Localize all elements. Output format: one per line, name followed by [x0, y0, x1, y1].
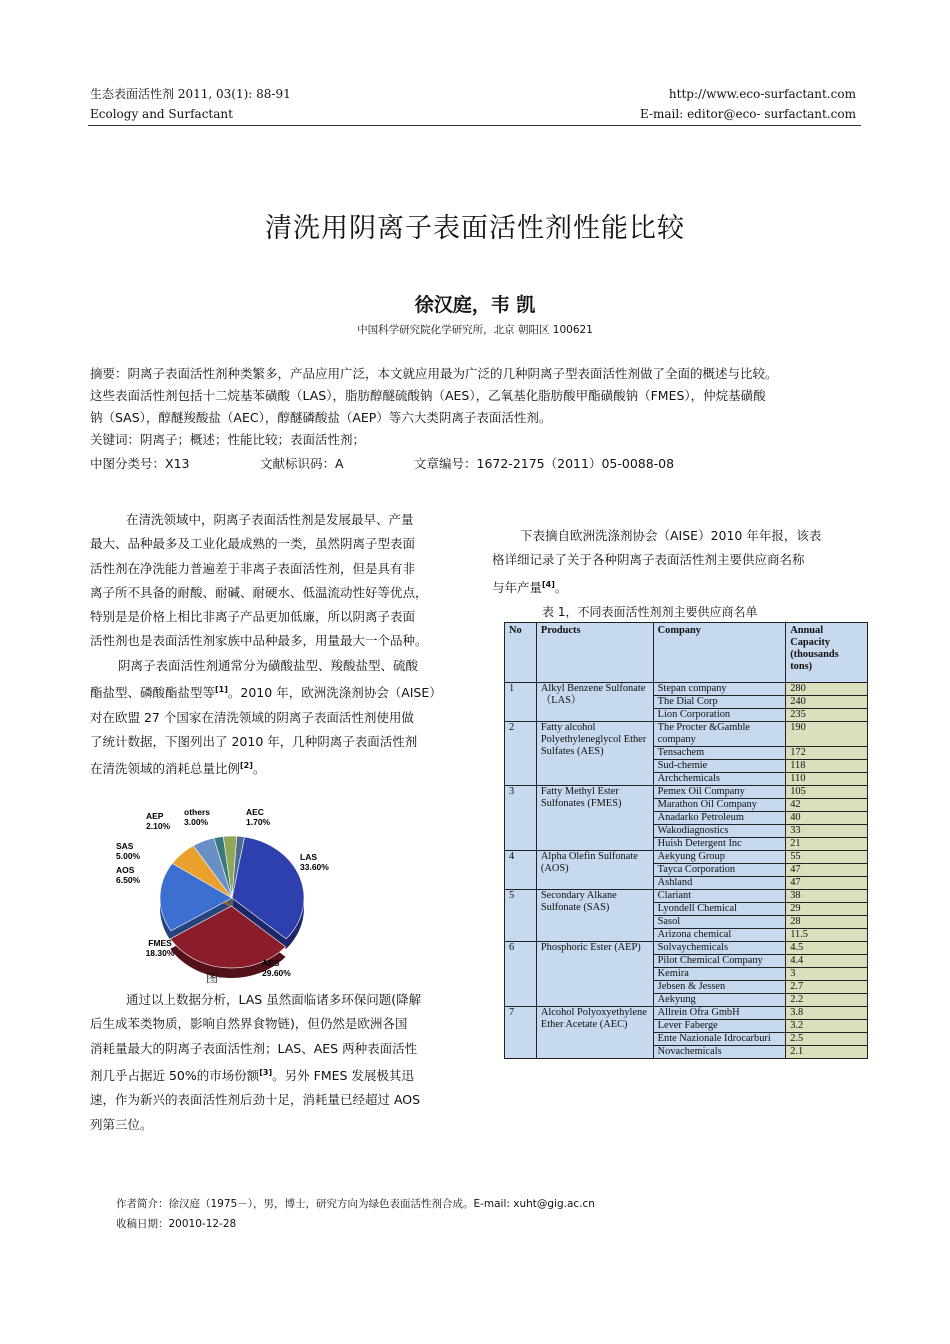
cell-company: Novachemicals — [653, 1046, 786, 1059]
journal-email[interactable]: E-mail: editor@eco- surfactant.com — [639, 107, 856, 121]
cell-capacity: 33 — [786, 825, 868, 838]
header-rule — [88, 125, 861, 126]
cell-company: Wakodiagnostics — [653, 825, 786, 838]
cell-product: Fatty alcohol Polyethyleneglycol Ether Sulfates (AES) — [536, 722, 653, 786]
table-row — [505, 890, 868, 903]
cell-capacity: 47 — [786, 864, 868, 877]
table-row — [505, 851, 868, 864]
pie-label-aos: AOS — [116, 865, 135, 875]
cell-company: Ente Nazionale Idrocarburi — [653, 1033, 786, 1046]
text-line: 对在欧盟 27 个国家在清洗领域的阴离子表面活性剂使用做 — [90, 709, 414, 725]
text-line: 速，作为新兴的表面活性剂后劲十足，消耗量已经超过 AOS — [90, 1092, 421, 1108]
text-line: 活性剂也是表面活性剂家族中品种最多，用量最大一个品种。 — [90, 633, 428, 649]
article-number: 文章编号：1672-2175（2011）05-0088-08 — [414, 456, 675, 471]
text-line — [492, 573, 862, 600]
pie-value-label-aos: 6.50% — [116, 875, 141, 885]
journal-citation: 2011, 03(1): 88-91 — [177, 87, 291, 101]
text-line: 后生成苯类物质，影响自然界食物链)，但仍然是欧洲各国 — [90, 1016, 408, 1032]
text-line: 格详细记录了关于各种阴离子表面活性剂主要供应商名称 — [492, 552, 805, 568]
header-capacity: Annual Capacity (thousands tons) — [786, 623, 868, 683]
text-line: 在清洗领域中，阴离子表面活性剂是发展最早、产量 — [126, 512, 414, 527]
cell-company: Anadarko Petroleum — [653, 812, 786, 825]
journal-name-en: Ecology and Surfactant — [90, 107, 233, 121]
text-line — [90, 754, 458, 781]
text-span: 与年产量 — [492, 579, 543, 595]
journal-name-cn: 生态表面活性剂 — [90, 87, 175, 101]
text-line: 活性剂在净洗能力普遍差于非离子表面活性剂，但是具有非 — [90, 560, 416, 576]
cell-capacity: 172 — [786, 747, 868, 760]
cell-company: Stepan company — [653, 683, 786, 696]
pie-value-label-fmes: 18.30% — [145, 948, 175, 958]
cell-capacity: 11.5 — [786, 929, 868, 942]
cell-company: Tayca Corporation — [653, 864, 786, 877]
pie-value-label-sas: 5.00% — [116, 851, 141, 861]
cell-capacity: 2.1 — [786, 1046, 868, 1059]
cell-capacity: 42 — [786, 799, 868, 812]
cell-company: Pilot Chemical Company — [653, 955, 786, 968]
cell-company: The Dial Corp — [653, 696, 786, 709]
table-row — [505, 786, 868, 799]
pie-label-aes: AES — [262, 958, 280, 968]
text-span: 。2010 年，欧洲洗涤剂协会（AISE） — [227, 685, 442, 701]
cell-capacity: 280 — [786, 683, 868, 696]
text-line: 通过以上数据分析，LAS 虽然面临诸多环保问题(降解 — [126, 992, 422, 1007]
text-line: 特别是是价格上相比非离子产品更加低廉，所以阴离子表面 — [90, 609, 416, 625]
cell-product: Alpha Olefin Sulfonate (AOS) — [536, 851, 653, 890]
cell-no: 3 — [505, 786, 537, 851]
cell-capacity: 3 — [786, 968, 868, 981]
clc-number: 中图分类号：X13 — [90, 456, 190, 471]
cell-company: Solvaychemicals — [653, 942, 786, 955]
text-line: 消耗量最大的阴离子表面活性剂；LAS、AES 两种表面活性 — [90, 1040, 418, 1056]
cell-company: Lyondell Chemical — [653, 903, 786, 916]
cell-capacity: 190 — [786, 722, 868, 747]
table-row — [505, 722, 868, 747]
paper-affiliation: 中国科学研究院化学研究所，北京 朝阳区 100621 — [357, 324, 593, 336]
journal-header-left — [90, 84, 291, 104]
pie-label-fmes: FMES — [148, 938, 172, 948]
cell-company: Marathon Oil Company — [653, 799, 786, 812]
cell-company: Sud-chemie — [653, 760, 786, 773]
keywords: 关键词：阴离子；概述；性能比较；表面活性剂； — [90, 432, 366, 447]
text-line: 阴离子表面活性剂通常分为磺酸盐型、羧酸盐型、硫酸 — [118, 657, 419, 673]
pie-chart-figure — [112, 798, 337, 980]
pie-value-label-aec: 1.70% — [246, 817, 271, 827]
cell-company: Lever Faberge — [653, 1020, 786, 1033]
cell-no: 5 — [505, 890, 537, 942]
cell-capacity: 3.2 — [786, 1020, 868, 1033]
cell-company: Allrein Ofra GmbH — [653, 1007, 786, 1020]
cell-no: 6 — [505, 942, 537, 1007]
cell-no: 2 — [505, 722, 537, 786]
cell-no: 4 — [505, 851, 537, 890]
cell-capacity: 110 — [786, 773, 868, 786]
cell-product: Secondary Alkane Sulfonate (SAS) — [536, 890, 653, 942]
text-line: 离子所不具备的耐酸、耐碱、耐硬水、低温流动性好等优点， — [90, 584, 428, 600]
cell-capacity: 28 — [786, 916, 868, 929]
abstract-block — [90, 363, 870, 451]
cell-product: Phosphoric Ester (AEP) — [536, 942, 653, 1007]
text-span: 剂几乎占据近 50%的市场份额 — [90, 1068, 260, 1084]
text-line: 了统计数据，下图列出了 2010 年，几种阴离子表面活性剂 — [90, 733, 418, 749]
cell-company: Tensachem — [653, 747, 786, 760]
cell-capacity: 3.8 — [786, 1007, 868, 1020]
citation-ref[interactable]: [4] — [542, 579, 555, 589]
abstract-line: 摘要：阴离子表面活性剂种类繁多，产品应用广泛，本文就应用最为广泛的几种阴离子型表面活性剂做了全面的概述与比较。 — [90, 366, 778, 381]
cell-company: The Procter &Gamble company — [653, 722, 786, 747]
pie-label-others: others — [184, 807, 210, 817]
pie-label-aep: AEP — [146, 811, 164, 821]
text-line: 下表摘自欧洲洗涤剂协会（AISE）2010 年年报，该表 — [520, 528, 822, 543]
cell-capacity: 40 — [786, 812, 868, 825]
cell-company: Pemex Oil Company — [653, 786, 786, 799]
paper-title: 清洗用阴离子表面活性剂性能比较 — [265, 213, 685, 244]
text-span: 酯盐型、磷酸酯盐型等 — [90, 685, 216, 701]
document-code: 文献标识码：A — [260, 456, 344, 471]
cell-product: Fatty Methyl Ester Sulfonates (FMES) — [536, 786, 653, 851]
cell-capacity: 29 — [786, 903, 868, 916]
citation-ref[interactable]: [3] — [259, 1067, 273, 1077]
cell-capacity: 2.7 — [786, 981, 868, 994]
cell-company: Archchemicals — [653, 773, 786, 786]
text-span: 。另外 FMES 发展极其迅 — [272, 1068, 414, 1084]
text-span: 。 — [554, 579, 568, 595]
cell-product: Alcohol Polyoxyethylene Ether Acetate (AEC) — [536, 1007, 653, 1059]
right-column-intro — [492, 524, 862, 600]
pie-value-label-las: 33.60% — [300, 862, 329, 872]
text-span: 在清洗领域的消耗总量比例 — [90, 761, 241, 777]
citation-ref[interactable]: [1] — [215, 685, 228, 695]
cell-company: Jebsen & Jessen — [653, 981, 786, 994]
text-line — [90, 1061, 458, 1088]
cell-company: Clariant — [653, 890, 786, 903]
received-date: 收稿日期：20010-12-28 — [116, 1218, 237, 1230]
pie-label-sas: SAS — [116, 841, 134, 851]
pie-value-label-aep: 2.10% — [146, 821, 171, 831]
text-line — [90, 678, 458, 705]
left-column-p1 — [90, 508, 458, 782]
text-span: 。 — [252, 761, 266, 777]
supplier-table-wrap — [504, 622, 868, 1059]
cell-capacity: 240 — [786, 696, 868, 709]
table-row — [505, 942, 868, 955]
abstract-line: 这些表面活性剂包括十二烷基苯磺酸（LAS），脂肪醇醚硫酸钠（AES），乙氧基化脂肪酸甲酯磺酸钠（FMES），仲烷基磺酸 — [90, 388, 766, 403]
paper-authors: 徐汉庭，韦 凯 — [414, 294, 536, 316]
cell-no: 7 — [505, 1007, 537, 1059]
table-row — [505, 683, 868, 696]
cell-company: Huish Detergent Inc — [653, 838, 786, 851]
pie-label-aec: AEC — [246, 807, 264, 817]
text-line: 列第三位。 — [90, 1116, 153, 1132]
supplier-table — [504, 622, 868, 1059]
cell-capacity: 47 — [786, 877, 868, 890]
cell-capacity: 4.4 — [786, 955, 868, 968]
cell-company: Aekyung Group — [653, 851, 786, 864]
figure-caption: 图一 — [206, 971, 231, 985]
pie-value-label-aes: 29.60% — [262, 968, 291, 978]
left-column-p3 — [90, 988, 458, 1137]
header-products: Products — [536, 623, 653, 683]
cell-capacity: 235 — [786, 709, 868, 722]
citation-ref[interactable]: [2] — [240, 761, 253, 771]
cell-company: Sasol — [653, 916, 786, 929]
pie-chart — [112, 798, 337, 980]
cell-product: Alkyl Benzene Sulfonate （LAS） — [536, 683, 653, 722]
header-no: No — [505, 623, 537, 683]
journal-url[interactable]: http://www.eco-surfactant.com — [668, 87, 856, 101]
pie-value-label-others: 3.00% — [184, 817, 209, 827]
cell-company: Kemira — [653, 968, 786, 981]
cell-company: Arizona chemical — [653, 929, 786, 942]
cell-no: 1 — [505, 683, 537, 722]
cell-capacity: 21 — [786, 838, 868, 851]
header-company: Company — [653, 623, 786, 683]
cell-company: Aekyung — [653, 994, 786, 1007]
table-caption: 表 1，不同表面活性剂剂主要供应商名单 — [542, 605, 758, 619]
cell-capacity: 55 — [786, 851, 868, 864]
cell-capacity: 38 — [786, 890, 868, 903]
text-line: 最大、品种最多及工业化最成熟的一类，虽然阴离子型表面 — [90, 536, 416, 552]
pie-label-las: LAS — [300, 852, 317, 862]
cell-company: Lion Corporation — [653, 709, 786, 722]
abstract-line: 钠（SAS），醇醚羧酸盐（AEC），醇醚磷酸盐（AEP）等六大类阴离子表面活性剂。 — [90, 410, 552, 425]
author-bio: 作者简介：徐汉庭（1975－），男，博士，研究方向为绿色表面活性剂合成。E-mail: xuht@gig.ac.cn — [116, 1198, 595, 1210]
cell-capacity: 2.5 — [786, 1033, 868, 1046]
table-row — [505, 1007, 868, 1020]
cell-company: Ashland — [653, 877, 786, 890]
cell-capacity: 4.5 — [786, 942, 868, 955]
table-header-row — [505, 623, 868, 683]
cell-capacity: 2.2 — [786, 994, 868, 1007]
cell-capacity: 105 — [786, 786, 868, 799]
cell-capacity: 118 — [786, 760, 868, 773]
